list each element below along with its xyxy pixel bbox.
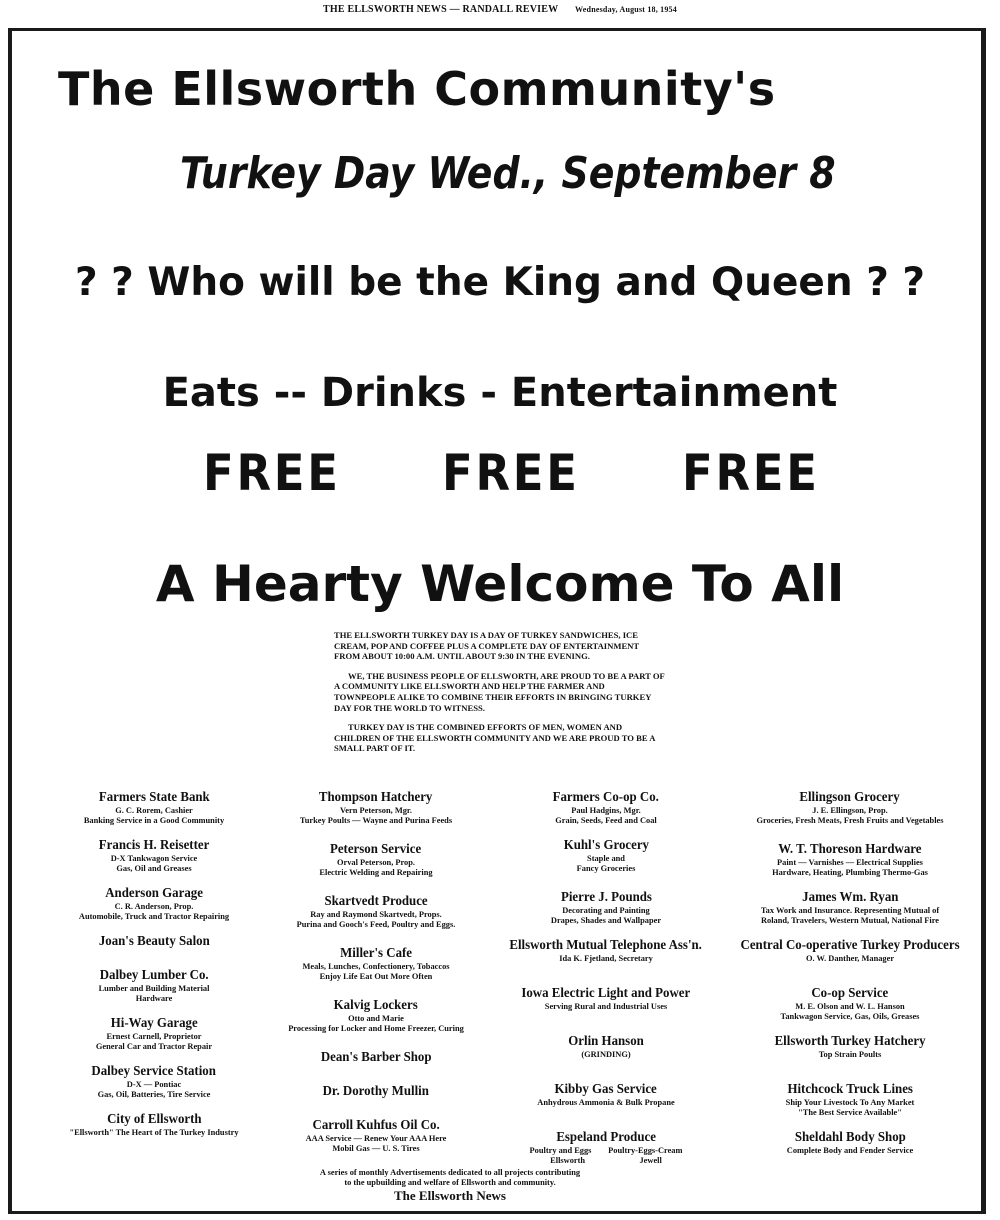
business-detail: Staple and [587,854,625,863]
business-detail: Roland, Travelers, Western Mutual, National Fire [760,916,940,925]
business-detail: (GRINDING) [581,1050,631,1059]
footer-text-2: to the upbuilding and welfare of Ellsworth and community. [344,1178,556,1187]
business-name: Dalbey Lumber Co. [99,968,209,983]
business-name: James Wm. Ryan [801,890,899,905]
business-detail: D-X — Pontiac [126,1080,182,1089]
business-name: Francis H. Reisetter [98,838,210,853]
business-detail: Ernest Carnell, Proprietor [106,1032,202,1041]
free-text-3: FREE [682,444,820,502]
business-listing [48,1110,260,1158]
footer-signature: The Ellsworth News [394,1188,506,1203]
business-listing [262,996,490,1048]
business-name: Kalvig Lockers [333,998,419,1013]
intro-paragraph-2: WE, THE BUSINESS PEOPLE OF ELLSWORTH, ARE PROUD TO BE A PART OF A COMMUNITY LIKE ELLSWORTH AND HELP THE FARMER AND TOWNPEOPLE ALIKE TO COMBINE THEIR EFFORTS IN BRINGING TURKEY DAY FOR THE WORLD TO WITNESS. [334,670,665,713]
business-listing [48,1014,260,1062]
business-name: Pierre J. Pounds [560,890,652,905]
business-detail: Anhydrous Ammonia & Bulk Propane [537,1098,675,1107]
business-detail: Hardware [135,994,173,1003]
business-listing [262,1048,490,1082]
business-detail: AAA Service — Renew Your AAA Here [305,1134,447,1143]
business-listing [722,1080,978,1128]
business-name: Ellsworth Turkey Hatchery [774,1034,926,1049]
headline-welcome: A Hearty Welcome To All [155,555,845,613]
business-detail: Meals, Lunches, Confectionery, Tobaccos [302,962,450,971]
business-listing [492,1032,720,1080]
business-detail: Turkey Poults — Wayne and Purina Feeds [299,816,453,825]
business-detail: Tax Work and Insurance. Representing Mutual of [760,906,940,915]
business-detail: Mobil Gas — U. S. Tires [332,1144,420,1153]
business-detail: G. C. Rorem, Cashier [115,806,193,815]
business-name: Sheldahl Body Shop [794,1130,906,1145]
business-listing [722,840,978,888]
business-detail: Ellsworth Jewell [550,1156,662,1165]
business-name: Thompson Hatchery [319,790,433,805]
business-column-3 [492,788,720,1176]
business-listing [262,944,490,996]
business-listing [262,1082,490,1116]
business-listing [492,888,720,936]
business-name: Co-op Service [811,986,889,1001]
business-name: Joan's Beauty Salon [98,934,210,949]
business-name: Farmers State Bank [98,790,210,805]
business-name: Iowa Electric Light and Power [521,986,691,1001]
business-listing [492,984,720,1032]
business-detail: Otto and Marie [348,1014,404,1023]
business-listing [492,1080,720,1128]
business-detail: Gas, Oil and Greases [116,864,192,873]
business-detail: C. R. Anderson, Prop. [114,902,194,911]
business-name: Kibby Gas Service [554,1082,658,1097]
business-detail: Complete Body and Fender Service [786,1146,914,1155]
business-name: Hi-Way Garage [110,1016,198,1031]
business-name: Dean's Barber Shop [320,1050,432,1065]
business-detail: "The Best Service Available" [798,1108,902,1117]
business-listing [48,1062,260,1110]
business-detail: Groceries, Fresh Meats, Fresh Fruits and Vegetables [756,816,944,825]
business-detail: Banking Service in a Good Community [83,816,225,825]
business-detail: O. W. Danther, Manager [805,954,895,963]
free-text-2: FREE [442,444,580,502]
business-listing [722,1032,978,1080]
business-detail: Ray and Raymond Skartvedt, Props. [310,910,442,919]
business-detail: M. E. Olson and W. L. Hanson [795,1002,905,1011]
business-name: Kuhl's Grocery [563,838,649,853]
business-detail: D-X Tankwagon Service [110,854,198,863]
business-name: Miller's Cafe [340,946,412,961]
business-listing [48,966,260,1014]
free-text-1: FREE [203,444,341,502]
business-detail: Poultry and Eggs Poultry-Eggs-Cream [529,1146,683,1155]
business-name: Farmers Co-op Co. [552,790,660,805]
business-detail: Paint — Varnishes — Electrical Supplies [777,858,923,867]
business-name: Espeland Produce [556,1130,656,1145]
business-listing [48,932,260,966]
headline-turkey-day: Turkey Day Wed., September 8 [180,148,836,199]
business-name: Dalbey Service Station [91,1064,217,1079]
business-detail: Top Strain Poults [818,1050,882,1059]
masthead-date: Wednesday, August 18, 1954 [575,5,677,14]
business-listing [722,984,978,1032]
business-detail: J. E. Ellingson, Prop. [812,806,888,815]
business-detail: Drapes, Shades and Wallpaper [550,916,662,925]
business-detail: Gas, Oil, Batteries, Tire Service [97,1090,211,1099]
business-detail: Purina and Gooch's Feed, Poultry and Eggs. [296,920,456,929]
business-detail: Processing for Locker and Home Freezer, Curing [288,1024,464,1033]
headline-king-queen: ? ? Who will be the King and Queen ? ? [74,260,926,305]
free-row [0,444,1000,508]
business-detail: Orval Peterson, Prop. [337,858,415,867]
business-listing [722,788,978,840]
business-name: Ellsworth Mutual Telephone Ass'n. [509,938,703,953]
intro-paragraph-1: THE ELLSWORTH TURKEY DAY IS A DAY OF TURKEY SANDWICHES, ICE CREAM, POP AND COFFEE PLUS A COMPLETE DAY OF ENTERTAINMENT FROM ABOUT 10:00 A.M. UNTIL ABOUT 9:30 IN THE EVENING. [334,630,639,662]
intro-paragraph-3: TURKEY DAY IS THE COMBINED EFFORTS OF MEN, WOMEN AND CHILDREN OF THE ELLSWORTH COMMUNITY AND WE ARE PROUD TO BE A SMALL PART OF IT. [334,722,655,754]
business-detail: "Ellsworth" The Heart of The Turkey Industry [69,1128,239,1137]
masthead-paper-name: THE ELLSWORTH NEWS — RANDALL REVIEW [323,4,559,15]
business-name: Anderson Garage [105,886,203,901]
headline-eats-drinks: Eats -- Drinks - Entertainment [162,370,838,416]
business-detail: Hardware, Heating, Plumbing Thermo-Gas [772,868,928,877]
business-listing [262,840,490,892]
business-name: Ellingson Grocery [799,790,901,805]
business-detail: Automobile, Truck and Tractor Repairing [78,912,230,921]
business-detail: Grain, Seeds, Feed and Coal [555,816,657,825]
business-listing [262,892,490,944]
business-listing [722,888,978,936]
intro-text [334,630,666,763]
business-detail: Ship Your Livestock To Any Market [785,1098,915,1107]
business-listing [48,788,260,836]
business-detail: Lumber and Building Material [98,984,210,993]
business-detail: General Car and Tractor Repair [95,1042,213,1051]
business-listing [48,836,260,884]
business-column-2 [262,788,490,1164]
business-listing [492,788,720,836]
headline-community: The Ellsworth Community's [58,62,776,116]
business-name: Skartvedt Produce [324,894,428,909]
business-listing [492,936,720,984]
business-name: Hitchcock Truck Lines [787,1082,913,1097]
business-name: Peterson Service [330,842,422,857]
business-detail: Electric Welding and Repairing [319,868,433,877]
business-listing [262,1116,490,1164]
business-name: Orlin Hanson [568,1034,644,1049]
business-detail: Decorating and Painting [562,906,650,915]
business-listing [722,936,978,984]
business-name: W. T. Thoreson Hardware [778,842,922,857]
masthead [0,4,1000,15]
business-name: City of Ellsworth [106,1112,202,1127]
business-name: Dr. Dorothy Mullin [322,1084,430,1099]
business-detail: Serving Rural and Industrial Uses [544,1002,668,1011]
business-detail: Fancy Groceries [576,864,636,873]
footer-text-1: A series of monthly Advertisements dedicated to all projects contributing [319,1168,581,1177]
business-detail: Enjoy Life Eat Out More Often [319,972,433,981]
footer [230,1168,670,1204]
business-detail: Paul Hadgins, Mgr. [571,806,641,815]
business-detail: Ida K. Fjetland, Secretary [559,954,653,963]
business-column-1 [48,788,260,1158]
business-listing [722,1128,978,1176]
business-detail: Tankwagon Service, Gas, Oils, Greases [780,1012,920,1021]
business-listing [492,836,720,888]
business-listing [48,884,260,932]
business-column-4 [722,788,978,1176]
business-name: Carroll Kuhfus Oil Co. [312,1118,440,1133]
business-listing [262,788,490,840]
business-name: Central Co-operative Turkey Producers [740,938,960,953]
business-detail: Vern Peterson, Mgr. [340,806,412,815]
